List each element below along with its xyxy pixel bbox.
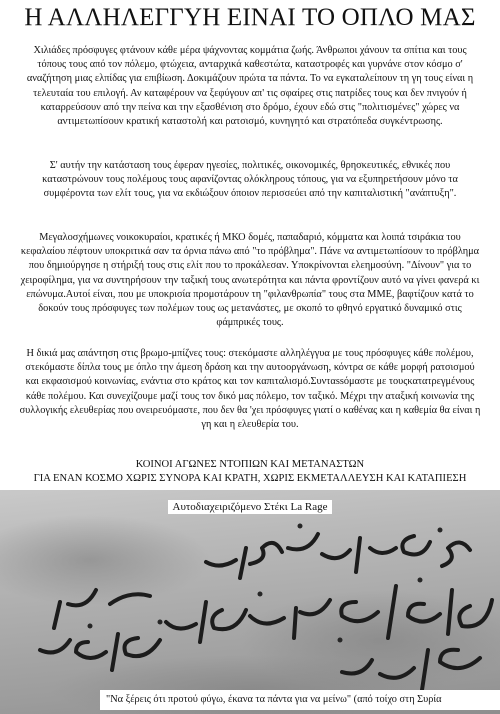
photo-caption: "Να ξέρεις ότι προτού φύγω, έκανα τα πάντα για να μείνω" (από τοίχο στη Συρία <box>100 690 500 710</box>
slogan-common-struggles: ΚΟΙΝΟΙ ΑΓΩΝΕΣ ΝΤΟΠΙΩΝ ΚΑΙ ΜΕΤΑΝΑΣΤΩΝ <box>135 459 365 470</box>
paragraph-causes: Σ' αυτήν την κατάσταση τους έφεραν ηγεσίες, πολιτικές, οικονομικές, θρησκευτικές, εθνικές που καταστρώνουν τους πολέμους τους αφανίζοντας ολόκληρους τόπους, για να εξυπηρετήσουν μόνο τα συμφέροντα των ελίτ τους, για να εκδιώξουν όποιον περισσεύει από την καπιταλιστική "ανάπτυξη". <box>42 160 458 200</box>
signature-text: Αυτοδιαχειριζόμενο Στέκι La Rage <box>168 500 333 514</box>
flyer-title: Η ΑΛΛΗΛΕΓΓΥΗ ΕΙΝΑΙ ΤΟ ΟΠΛΟ ΜΑΣ <box>24 4 476 31</box>
graffiti-wall-photo <box>0 490 500 714</box>
signature-la-rage <box>0 500 500 514</box>
paragraph-hypocrisy: Μεγαλοσχήμωνες νοικοκυραίοι, κρατικές ή ΜΚΟ δομές, παπαδαριό, κόμματα και λοιπά τσιράκια του κεφαλαίου πέφτουν υποκριτικά σαν τα όρνια πάνω από "το πρόβλημα". Πάνε να αντιμετωπίσουν το πρόβλημα που δημιούργησε η στήριξή τους στις ελίτ που το προκάλεσαν. Υποκρίνονται ελεημοσύνη. "Δίνουν" για το χειροφίλημα, για να συντηρήσουν την ταξική τους ανωτερότητα και πάντα φροντίζουν αυτό να γίνει φανερά κι επώνυμα.Αυτοί είναι, που με υποκρισία προμοτάρουν τη "φιλανθρωπία" τους στα ΜΜΕ, βαφτίζουν κατά το δοκούν τους πρόσφυγες των πολέμων τους ως μετανάστες, με σκοπό το φθηνό εργατικό δυναμικό στις φάμπρικές τους. <box>20 232 480 329</box>
slogan-no-borders: ΓΙΑ ΕΝΑΝ ΚΟΣΜΟ ΧΩΡΙΣ ΣΥΝΟΡΑ ΚΑΙ ΚΡΑΤΗ, ΧΩΡΙΣ ΕΚΜΕΤΑΛΛΕΥΣΗ ΚΑΙ ΚΑΤΑΠΙΕΣΗ <box>33 473 467 484</box>
arabic-graffiti-image <box>0 490 500 714</box>
paragraph-our-answer: Η δικιά μας απάντηση στις βρωμο-μπίζνες τους: στεκόμαστε αλληλέγγυα με τους πρόσφυγες κάθε πολέμου, στεκόμαστε δίπλα τους με όπλο την άμεση δράση και την αυτοοργάνωση, κόντρα σε κάθε μορφή ρατσισμού και εκφασισμού κοινωνίας, ενάντια στο κράτος και τον καπιταλισμό.Συνταssόμαστε με τουςκατατρεγμένους κάθε πολέμου. Και συνεχίζουμε μαζί τους τον δικό μας πόλεμο, τον ταξικό. Μέχρι την αταξική κοινωνία της συλλογικής ελευθερίας που ονειρευόμαστε, που δεν θα 'χει πρόσφυγες γιατί ο καθένας και η καθεμία θα είναι η γη και η ελευθερία του. <box>19 348 481 431</box>
paragraph-refugees: Χιλιάδες πρόσφυγες φτάνουν κάθε μέρα ψάχνοντας κομμάτια ζωής. Άνθρωποι χάνουν τα σπίτια και τους τόπους τους από τον πόλεμο, φτώχεια, ανταρχικά καθεστώτα, καταστροφές και γυρνάνε στον κόσμο σ' αναζήτηση μιας ελπίδας για επιβίωση. Δοκιμάζουν πρώτα τα πάντα. Το να εγκαταλείπουν τη γη τους είναι η τελευταία του επιλογή. Αν καταφέρουν να ξεφύγουν απ' τις σφαίρες στις πατρίδες τους και δεν πνιγούν ή καταρρεύσουν από την πείνα και την εξασθένιση στο δρόμο, έχουν εδώ στις "πολιτισμένες" χώρες να αντιμετωπίσουν κρατική καταστολή και ρατσισμό, κυνηγητό και στρατόπεδα συγκέντρωσης. <box>26 45 474 128</box>
